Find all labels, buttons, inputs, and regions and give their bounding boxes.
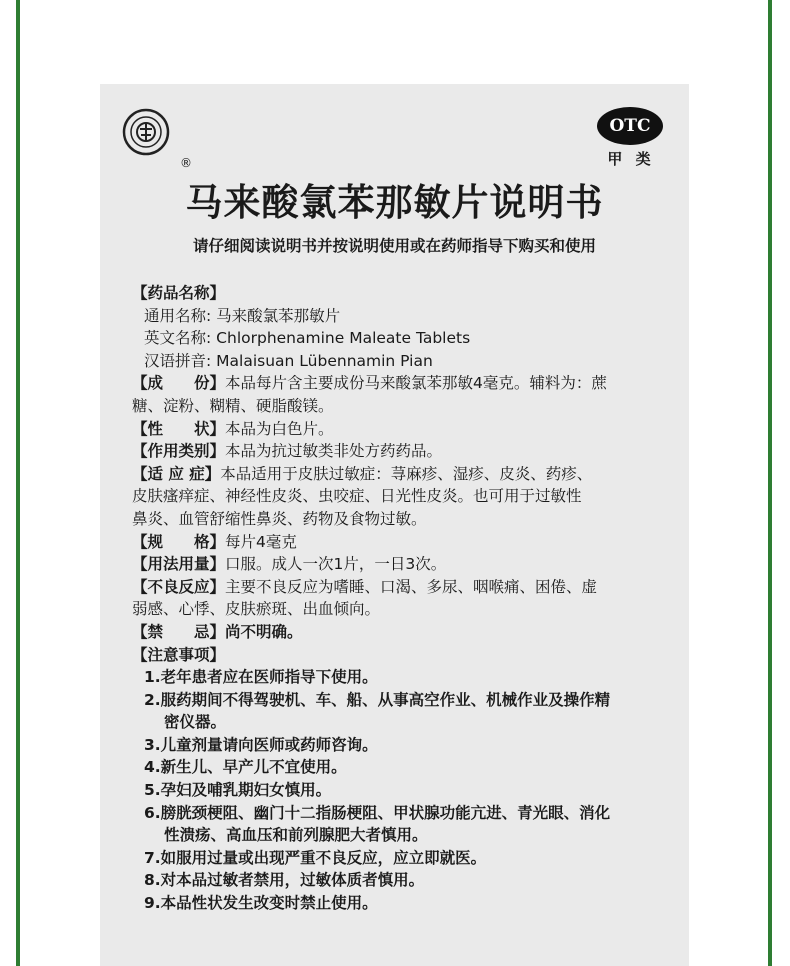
- adverse-text: 主要不良反应为嗜睡、口渴、多尿、咽喉痛、困倦、虚: [225, 577, 598, 596]
- precaution-item-7: 7.如服用过量或出现严重不良反应，应立即就医。: [144, 848, 487, 867]
- page-title: 马来酸氯苯那敏片说明书: [185, 181, 604, 224]
- section-heading-adverse: 【不良反应】: [132, 577, 226, 596]
- instruction-leaflet: [100, 84, 689, 966]
- section-heading-category: 【作用类别】: [132, 442, 226, 461]
- left-border: [16, 0, 20, 966]
- category-text: 本品为抗过敏类非处方药药品。: [225, 442, 443, 461]
- precaution-item-9: 9.本品性状发生改变时禁止使用。: [144, 894, 378, 913]
- pinyin-row: [132, 350, 672, 373]
- english-name-value: Chlorphenamine Maleate Tablets: [216, 329, 471, 348]
- precaution-item-2-cont: 密仪器。: [164, 713, 227, 732]
- indications-text-cont-1: 皮肤瘙痒症、神经性皮炎、虫咬症、日光性皮炎。也可用于过敏性: [132, 487, 582, 506]
- section-heading-specification: 【规 格】: [132, 532, 226, 551]
- section-heading-dosage: 【用法用量】: [132, 555, 226, 574]
- section-heading-drug-name: 【药品名称】: [132, 284, 226, 302]
- composition-text-cont: 糖、淀粉、糊精、硬脂酸镁。: [132, 396, 334, 415]
- specification-text: 每片4毫克: [225, 532, 297, 551]
- otc-class-label: 甲 类: [607, 150, 655, 168]
- indications-text: 本品适用于皮肤过敏症：荨麻疹、湿疹、皮炎、药疹、: [220, 464, 593, 483]
- english-name-label: 英文名称:: [144, 329, 212, 348]
- leaflet-body: [132, 282, 672, 915]
- precaution-item-4: 4.新生儿、早产儿不宜使用。: [144, 758, 347, 777]
- section-heading-indications: 【适 应 症】: [132, 464, 221, 483]
- character-row: [132, 418, 672, 441]
- common-name-value: 马来酸氯苯那敏片: [216, 306, 341, 325]
- composition-text: 本品每片含主要成份马来酸氯苯那敏4毫克。辅料为：蔗: [225, 374, 607, 393]
- dosage-text: 口服。成人一次1片，一日3次。: [225, 555, 447, 574]
- section-heading-composition: 【成 份】: [132, 374, 226, 393]
- section-heading-precautions: 【注意事项】: [132, 645, 226, 664]
- precaution-item-6-cont: 性溃疡、高血压和前列腺肥大者慎用。: [164, 826, 428, 845]
- pinyin-value: Malaisuan Lübennamin Pian: [216, 351, 433, 370]
- contraindications-text: 尚不明确。: [225, 622, 303, 641]
- subtitle: 请仔细阅读说明书并按说明使用或在药师指导下购买和使用: [192, 237, 596, 255]
- section-heading-character: 【性 状】: [132, 419, 226, 438]
- adverse-row: [132, 576, 672, 599]
- registered-mark: ®: [180, 156, 192, 170]
- precaution-item-5: 5.孕妇及哺乳期妇女慎用。: [144, 781, 332, 800]
- indications-row: [132, 463, 672, 486]
- right-border: [768, 0, 772, 966]
- dosage-row: [132, 553, 672, 576]
- contraindications-row: [132, 621, 672, 644]
- precaution-item-1: 1.老年患者应在医师指导下使用。: [144, 668, 378, 687]
- category-row: [132, 440, 672, 463]
- precaution-item-2: 2.服药期间不得驾驶机、车、船、从事高空作业、机械作业及操作精: [144, 690, 611, 709]
- otc-badge: OTC: [597, 107, 663, 145]
- section-heading-contraindications: 【禁 忌】: [132, 622, 226, 641]
- specification-row: [132, 531, 672, 554]
- english-name-row: [132, 327, 672, 350]
- common-name-row: [132, 305, 672, 328]
- adverse-text-cont: 弱感、心悸、皮肤瘀斑、出血倾向。: [132, 600, 381, 619]
- precaution-item-6: 6.膀胱颈梗阻、幽门十二指肠梗阻、甲状腺功能亢进、青光眼、消化: [144, 803, 611, 822]
- pinyin-label: 汉语拼音:: [144, 351, 212, 370]
- character-text: 本品为白色片。: [225, 419, 334, 438]
- precaution-item-3: 3.儿童剂量请向医师或药师咨询。: [144, 735, 378, 754]
- composition-row: [132, 372, 672, 395]
- brand-logo: [122, 108, 170, 156]
- precaution-item-8: 8.对本品过敏者禁用，过敏体质者慎用。: [144, 871, 425, 890]
- indications-text-cont-2: 鼻炎、血管舒缩性鼻炎、药物及食物过敏。: [132, 509, 427, 528]
- common-name-label: 通用名称:: [144, 306, 212, 325]
